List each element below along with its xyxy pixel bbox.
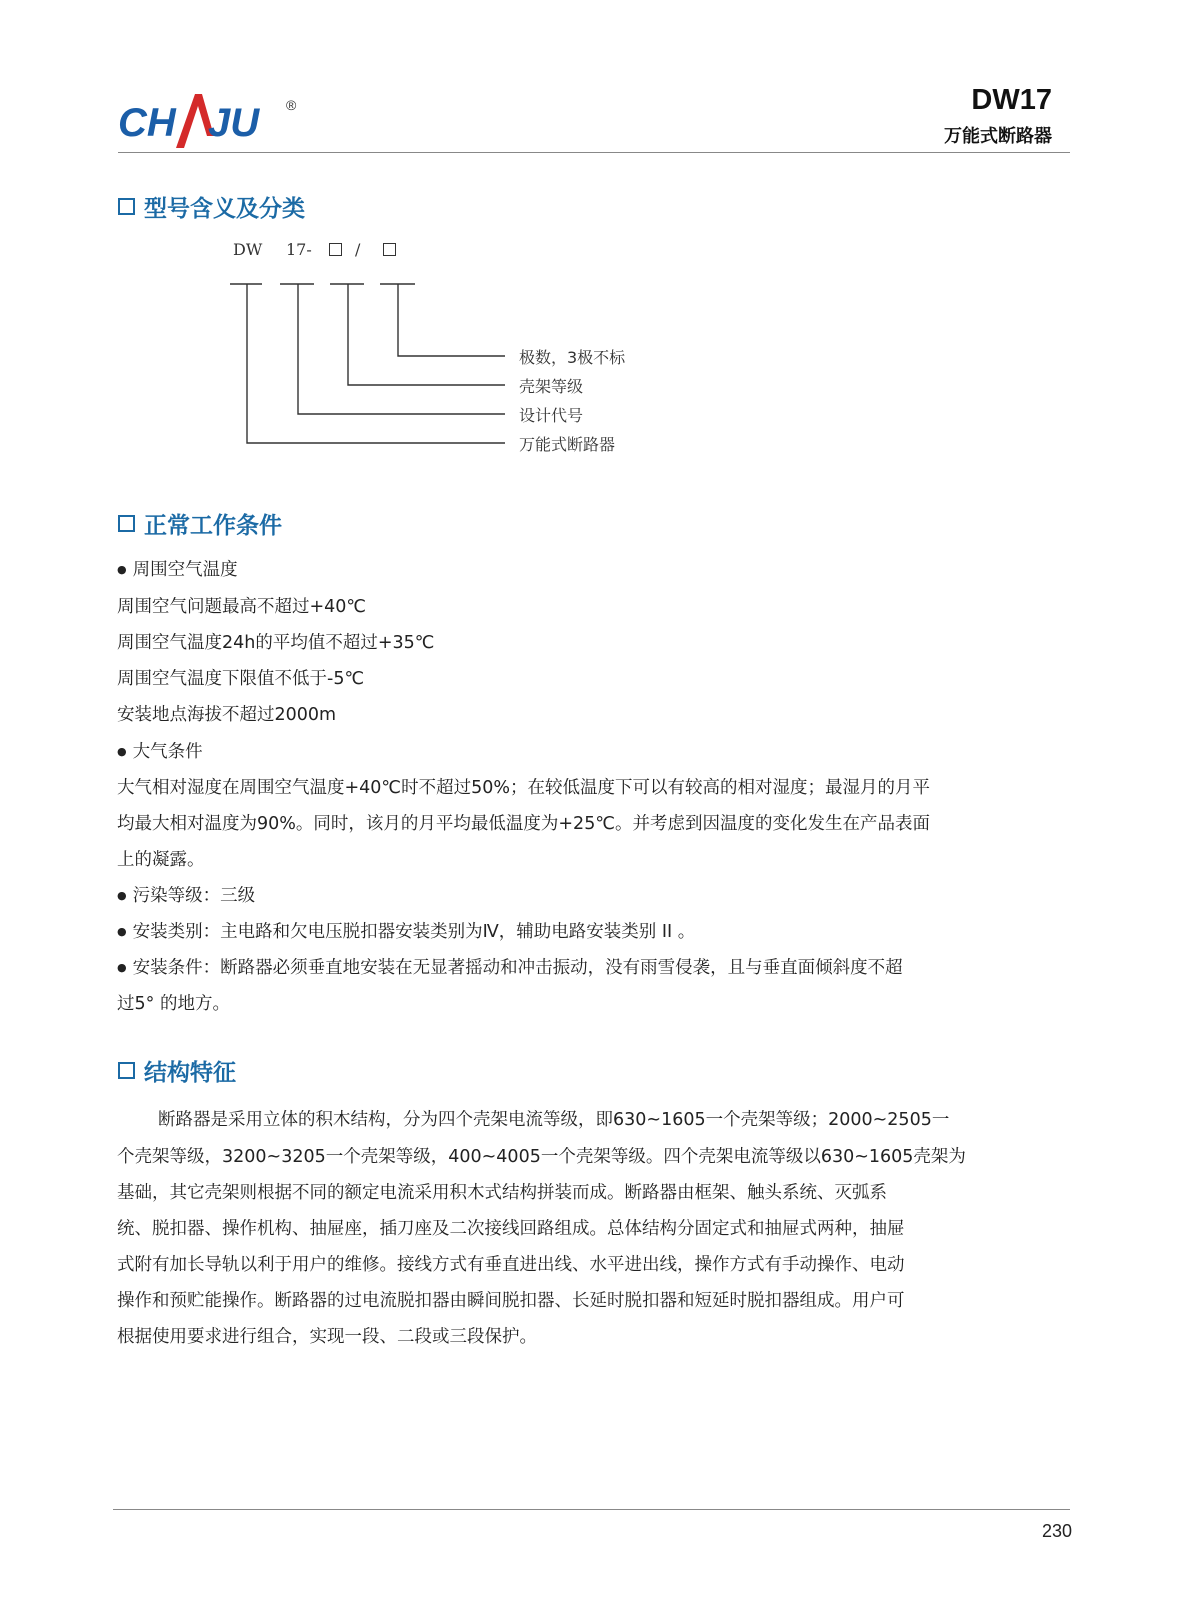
leader-line-poles [398, 284, 505, 356]
bullet-pollution-grade: ● 污染等级：三级 [117, 882, 255, 907]
bullet-ambient-temperature: ● 周围空气温度 [117, 556, 238, 581]
paragraph-line: 断路器是采用立体的积木结构，分为四个壳架电流等级，即630~1605一个壳架等级；2000~2505一 [158, 1110, 950, 1130]
section-heading-conditions [118, 507, 282, 540]
bullet-atmosphere: ● 大气条件 [117, 738, 203, 763]
paragraph-line: 个壳架等级，3200~3205一个壳架等级，400~4005一个壳架等级。四个壳架电流等级以630~1605壳架为 [117, 1147, 966, 1167]
paragraph-line: 统、脱扣器、操作机构、抽屉座，插刀座及二次接线回路组成。总体结构分固定式和抽屉式两种，抽屉 [117, 1219, 905, 1239]
section-heading-text: 型号含义及分类 [144, 196, 305, 222]
paragraph-line: 式附有加长导轨以利于用户的维修。接线方式有垂直进出线、水平进出线，操作方式有手动操作、电动 [117, 1255, 905, 1275]
leader-line-type [247, 284, 505, 443]
logo-text-ju: JU [208, 101, 260, 145]
paragraph-line: 操作和预贮能操作。断路器的过电流脱扣器由瞬间脱扣器、长延时脱扣器和短延时脱扣器组成。用户可 [117, 1291, 905, 1311]
paragraph-line: 周围空气温度24h的平均值不超过+35℃ [117, 633, 435, 653]
paragraph-line: 基础，其它壳架则根据不同的额定电流采用积木式结构拼装而成。断路器由框架、触头系统、灭弧系 [117, 1183, 887, 1203]
registered-mark: ® [286, 97, 297, 113]
bullet-installation-condition: ● 安装条件：断路器必须垂直地安装在无显著摇动和冲击振动，没有雨雪侵袭，且与垂直面倾斜度不超 [117, 954, 903, 979]
label-breaker-type: 万能式断路器 [519, 435, 616, 454]
section-heading-text: 结构特征 [144, 1060, 236, 1086]
label-design-code: 设计代号 [519, 406, 584, 425]
model-code-diagram [0, 0, 1190, 470]
page-number: 230 [1041, 1521, 1072, 1541]
paragraph-line: 过5° 的地方。 [117, 994, 230, 1014]
checkbox-square-icon [118, 515, 135, 532]
paragraph-line: 根据使用要求进行组合，实现一段、二段或三段保护。 [117, 1327, 537, 1347]
paragraph-line: 安装地点海拔不超过2000m [117, 705, 337, 725]
checkbox-square-icon [118, 1062, 135, 1079]
section-heading-text: 正常工作条件 [144, 513, 282, 539]
leader-line-frame [348, 284, 505, 385]
code-prefix: DW [233, 240, 263, 259]
paragraph-line: 均最大相对温度为90%。同时，该月的月平均最低温度为+25℃。并考虑到因温度的变化发生在产品表面 [117, 814, 930, 834]
product-subtitle: 万能式断路器 [944, 126, 1052, 147]
code-slash: / [355, 240, 361, 259]
paragraph-line: 上的凝露。 [117, 850, 205, 870]
code-series: 17- [286, 240, 312, 259]
model-title: DW17 [971, 84, 1052, 116]
paragraph-line: 周围空气问题最高不超过+40℃ [117, 597, 367, 617]
section-heading-structure [118, 1054, 236, 1087]
logo-text-ch: CH [118, 101, 176, 145]
label-poles: 极数，3极不标 [519, 348, 626, 367]
paragraph-line: 周围空气温度下限值不低于-5℃ [117, 669, 365, 689]
label-frame-grade: 壳架等级 [519, 377, 584, 396]
bullet-installation-category: ● 安装类别：主电路和欠电压脱扣器安装类别为Ⅳ，辅助电路安装类别 II 。 [117, 918, 695, 943]
footer-divider [113, 1509, 1070, 1510]
leader-line-design [298, 284, 505, 414]
paragraph-line: 大气相对湿度在周围空气温度+40℃时不超过50%；在较低温度下可以有较高的相对湿度；最湿月的月平 [117, 778, 930, 798]
